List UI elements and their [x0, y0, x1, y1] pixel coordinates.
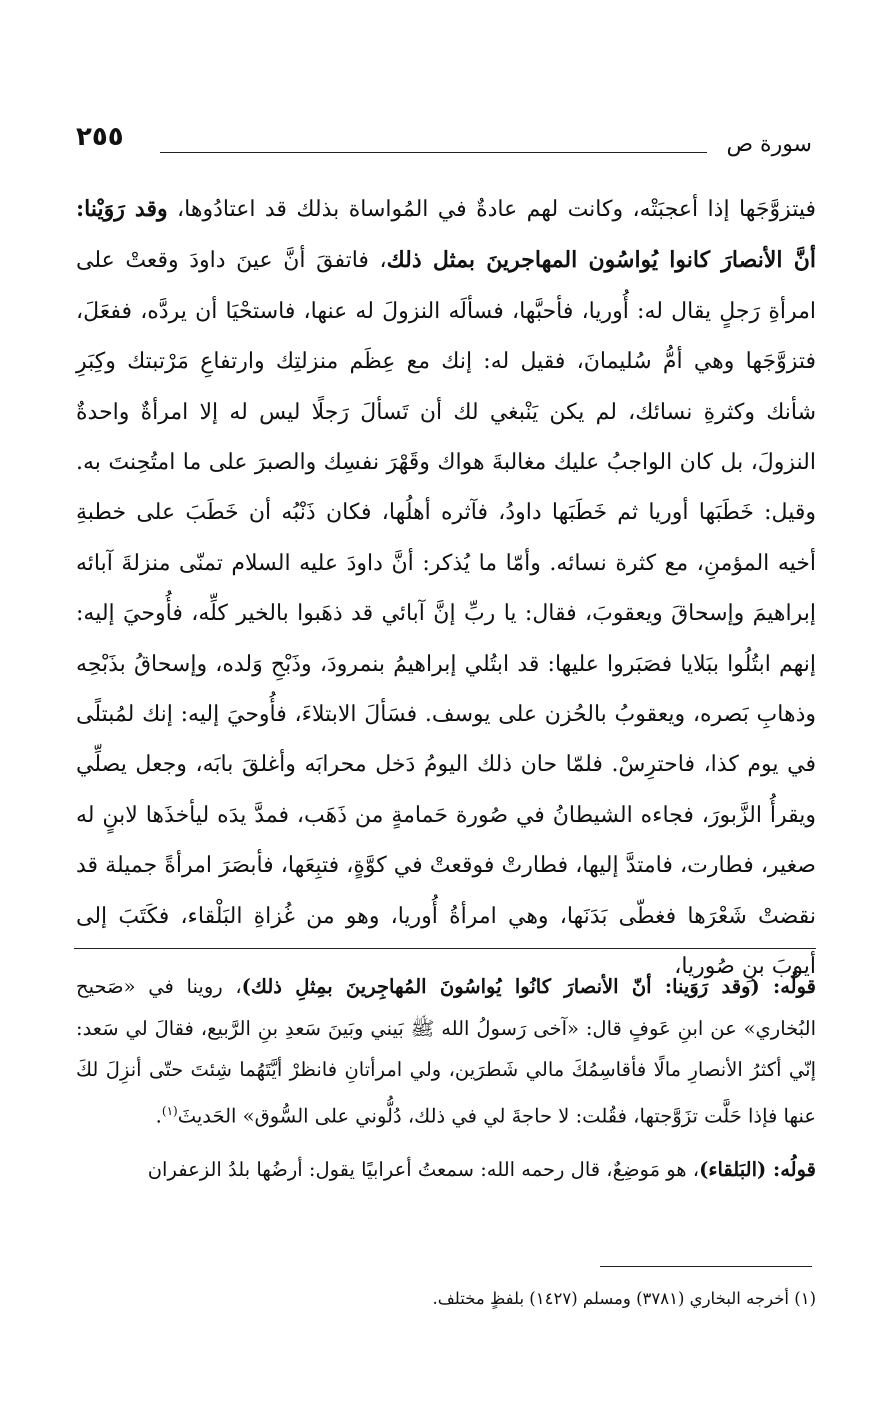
main-text-part-2: ، فاتفقَ أنَّ عينَ داودَ وقعتْ على امرأةِ رَجلٍ يقال له: أُوريا، فأحبَّها، فسألَه النزولَ له عنها، فاستحْيَا أن يردَّه، ففعَلَ، فتزوَّجَها وهي أمُّ سُليمانَ، فقيل له: إنك مع عِظَم منزلتِك وارتفاعِ مَرْتبتك وكِبَرِ شأنك وكثرةِ نسائك، لم يكن يَنْبغي لك أن تَسألَ رَجلًا ليس له إلا امرأةٌ واحدةٌ النزولَ، بل كان الواجبُ عليك مغالبةَ هواك وقَهْرَ نفسِك والصبرَ على ما امتُحِنتَ به. وقيل: خَطَبَها أوريا ثم خَطَبَها داودُ، فآثره أهلُها، فكان ذَنْبُه أن خَطَبَ على خطبةِ أخيه المؤمنِ، مع كثرة نسائه. وأمّا ما يُذكر: أنَّ داودَ عليه السلام تمنّى منزلةَ آبائه إبراهيمَ وإسحاقَ ويعقوبَ، فقال: يا ربِّ إنَّ آبائي قد ذهَبوا بالخير كلِّه، فأُوحيَ إليه: إنهم ابتُلُوا ببَلايا فصَبَروا عليها: قد ابتُلي إبراهيمُ بنمرودَ، وذَبْحِ وَلده، وإسحاقُ بذَبْحِه وذهابِ بَصره، ويعقوبُ بالحُزن على يوسف. فسَألَ الابتلاءَ، فأُوحيَ إليه: إنك لمُبتلًى في يوم كذا، فاحترِسْ. فلمّا حان ذلك اليومُ دَخل محرابَه وأغلقَ بابَه، وجعل يصلِّي ويقرأُ الزَّبورَ، فجاءه الشيطانُ في صُورة حَمامةٍ من ذَهَب، فمدَّ يدَه ليأخذَها لابنٍ له صغير، فطارت، فامتدَّ إليها، فطارتْ فوقعتْ في كوَّةٍ، فتبِعَها، فأبصَرَ امرأةً جميلة قد نقضتْ شَعْرَها فغطّى بَدَنَها، وهي امرأةُ أُوريا، وهو من غُزاةِ البَلْقاء، فكَتَبَ إلى أيوبَ بنِ صُوريا،: [76, 248, 816, 980]
commentary-note-1-body: ، روينا في «صَحيح البُخاري» عن ابنِ عَوفٍ قال: «آخى رَسولُ الله ﷺ بَيني وبَينَ سَعدِ بنِ الرَّبيع، فقالَ لي سَعد: إنّي أكثرُ الأنصارِ مالًا فأقاسِمُكَ مالي شَطرَين، ولي امرأتانِ فانظرْ أيَّتَهُما شِئتَ حتّى أنزِلَ لكَ عنها فإذا حَلَّت تزَوَّجتها، فقُلت: لا حاجةَ لي في ذلك، دُلُّوني على السُّوق» الحَديثَ: [76, 975, 816, 1127]
main-text-quote: وقد رَوَيْنا: أنَّ الأنصارَ كانوا يُواسُون المهاجرينَ بمثل ذلك: [76, 196, 816, 274]
page-header: [70, 120, 812, 170]
commentary-note-2-body: ، هو مَوضِعٌ، قال رحمه الله: سمعتُ أعرابيًا يقول: أرضُها بلدُ الزعفران: [147, 1157, 700, 1181]
commentary-note-2: [76, 1149, 816, 1191]
commentary-note-1: [76, 966, 816, 1137]
main-text: [76, 184, 816, 993]
footnote-reference[interactable]: (١): [161, 1103, 178, 1118]
footnotes: [76, 1284, 816, 1314]
main-text-part-1: فيتزوَّجَها إذا أعجبَتْه، وكانت لهم عادةٌ في المُواساة بذلك قد اعتادُوها،: [167, 197, 817, 222]
footnote-1: (١) أخرجه البخاري (٣٧٨١) ومسلم (١٤٢٧) بلفظٍ مختلف.: [432, 1289, 816, 1308]
surah-title: سورة ص: [726, 132, 812, 157]
header-rule: [160, 152, 707, 153]
commentary-note-2-label: قولُه: (البَلقاء): [699, 1157, 816, 1181]
footnote-rule: [600, 1266, 812, 1267]
commentary-note-1-label: قولُه: (وقد رَوَينا: أنّ الأنصارَ كانُوا يُواسُونَ المُهاجِرينَ بمِثلِ ذلك): [241, 975, 816, 998]
main-paragraph: [76, 184, 816, 993]
commentary-note-1-end: .: [155, 1104, 162, 1127]
commentary: [76, 966, 816, 1190]
commentary-separator: [74, 948, 816, 949]
page-number: ٢٥٥: [76, 122, 124, 152]
